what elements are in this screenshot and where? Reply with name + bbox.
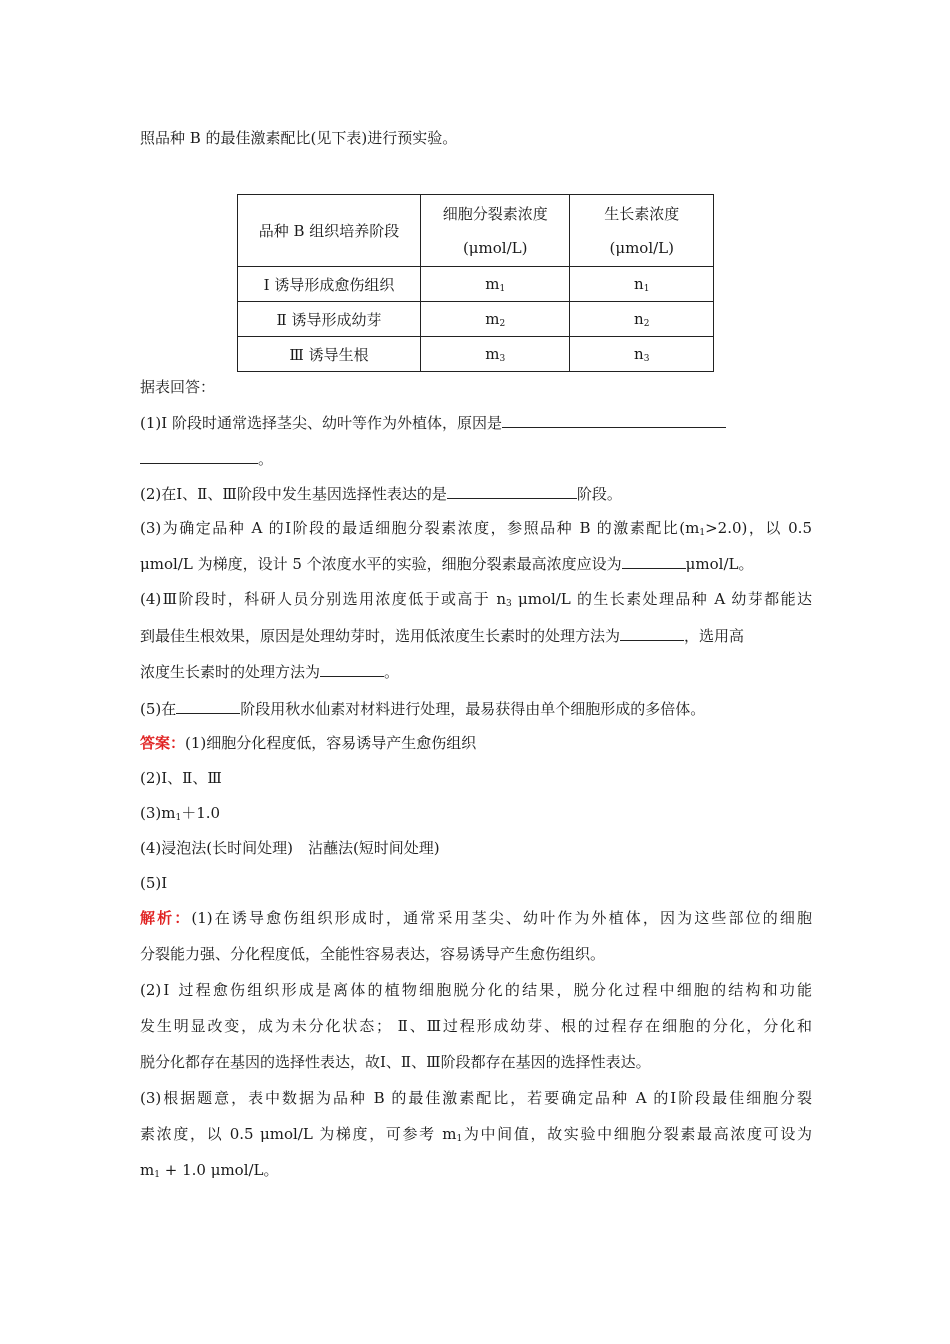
question-2: (2)在Ⅰ、Ⅱ、Ⅲ阶段中发生基因选择性表达的是 阶段。 [140,485,622,503]
question-3-line-1: (3)为确定品种 A 的Ⅰ阶段的最适细胞分裂素浓度，参照品种 B 的激素配比$(m_1>2.0)$，以 0.5 [140,519,812,538]
prompt-text: 据表回答： [140,378,216,396]
question-4-line-1: (4)Ⅲ阶段时，科研人员分别选用浓度低于或高于 $n_3$ μmol/L 的生长素处理品种 A 幼芽都能达 [140,590,812,609]
header-cytokinin-unit: (μmol/L) [462,238,528,257]
row-cytokinin: $m_2$ [420,302,569,337]
question-4-line-3: 浓度生长素时的处理方法为 。 [140,663,400,681]
row-stage: Ⅱ 诱导形成幼芽 [238,302,421,337]
answer-2: (2)Ⅰ、Ⅱ、Ⅲ [140,769,222,787]
row-stage: Ⅲ 诱导生根 [238,337,421,372]
row-stage: Ⅰ 诱导形成愈伤组织 [238,267,421,302]
table-row [238,267,714,302]
header-stage: 品种 B 组织培养阶段 [238,195,421,267]
row-auxin: $n_1$ [570,267,714,302]
header-auxin-label: 生长素浓度 [604,204,680,223]
answer-3: $(3)m_1+1.0$ [140,804,221,823]
analysis-3-line-2: 素浓度，以 0.5 μmol/L 为梯度，可参考 $m_1$为中间值，故实验中细胞分裂素最高浓度可设为 [140,1125,812,1144]
header-auxin [570,195,714,267]
hormone-ratio-table [237,194,714,372]
analysis-1-line-1: 解析：(1)在诱导愈伤组织形成时，通常采用茎尖、幼叶作为外植体，因为这些部位的细胞 [140,909,812,927]
header-auxin-unit: (μmol/L) [609,238,674,257]
answer-label: 答案： [140,734,186,752]
question-1-line-2: 。 [140,448,812,469]
analysis-3-line-1: (3)根据题意，表中数据为品种 B 的最佳激素配比，若要确定品种 A 的Ⅰ阶段最佳细胞分裂 [140,1089,812,1107]
table-header-row [238,195,714,267]
analysis-3-line-3: $m_1 + 1.0$ μmol/L。 [140,1161,279,1180]
analysis-1-line-2: 分裂能力强、分化程度低，全能性容易表达，容易诱导产生愈伤组织。 [140,945,606,963]
question-4-line-2: 到最佳生根效果，原因是处理幼芽时，选用低浓度生长素时的处理方法为 ，选用高 [140,627,745,645]
analysis-2-line-3: 脱分化都存在基因的选择性表达，故Ⅰ、Ⅱ、Ⅲ阶段都存在基因的选择性表达。 [140,1053,651,1071]
question-1-line-1: (1)Ⅰ 阶段时通常选择茎尖、幼叶等作为外植体，原因是 [140,412,812,433]
header-cytokinin [420,195,569,267]
row-cytokinin: $m_3$ [420,337,569,372]
intro-text: 照品种 B 的最佳激素配比(见下表)进行预实验。 [140,129,458,147]
analysis-2-line-2: 发生明显改变，成为未分化状态； Ⅱ、Ⅲ过程形成幼芽、根的过程存在细胞的分化，分化和 [140,1017,812,1035]
answer-4: (4)浸泡法(长时间处理) 沾蘸法(短时间处理) [140,839,440,857]
table-row [238,302,714,337]
row-auxin: $n_2$ [570,302,714,337]
header-cytokinin-label: 细胞分裂素浓度 [442,204,548,223]
answer-5: (5)Ⅰ [140,874,168,892]
question-5: (5)在 阶段用秋水仙素对材料进行处理，最易获得由单个细胞形成的多倍体。 [140,700,706,718]
row-cytokinin: $m_1$ [420,267,569,302]
analysis-2-line-1: (2)Ⅰ 过程愈伤组织形成是离体的植物细胞脱分化的结果，脱分化过程中细胞的结构和功能 [140,981,812,999]
table-row [238,337,714,372]
row-auxin: $n_3$ [570,337,714,372]
analysis-label: 解析： [140,909,192,927]
answer-1: 答案：(1)细胞分化程度低，容易诱导产生愈伤组织 [140,734,477,752]
question-3-line-2: μmol/L 为梯度，设计 5 个浓度水平的实验，细胞分裂素最高浓度应设为 μmol/L。 [140,555,754,573]
